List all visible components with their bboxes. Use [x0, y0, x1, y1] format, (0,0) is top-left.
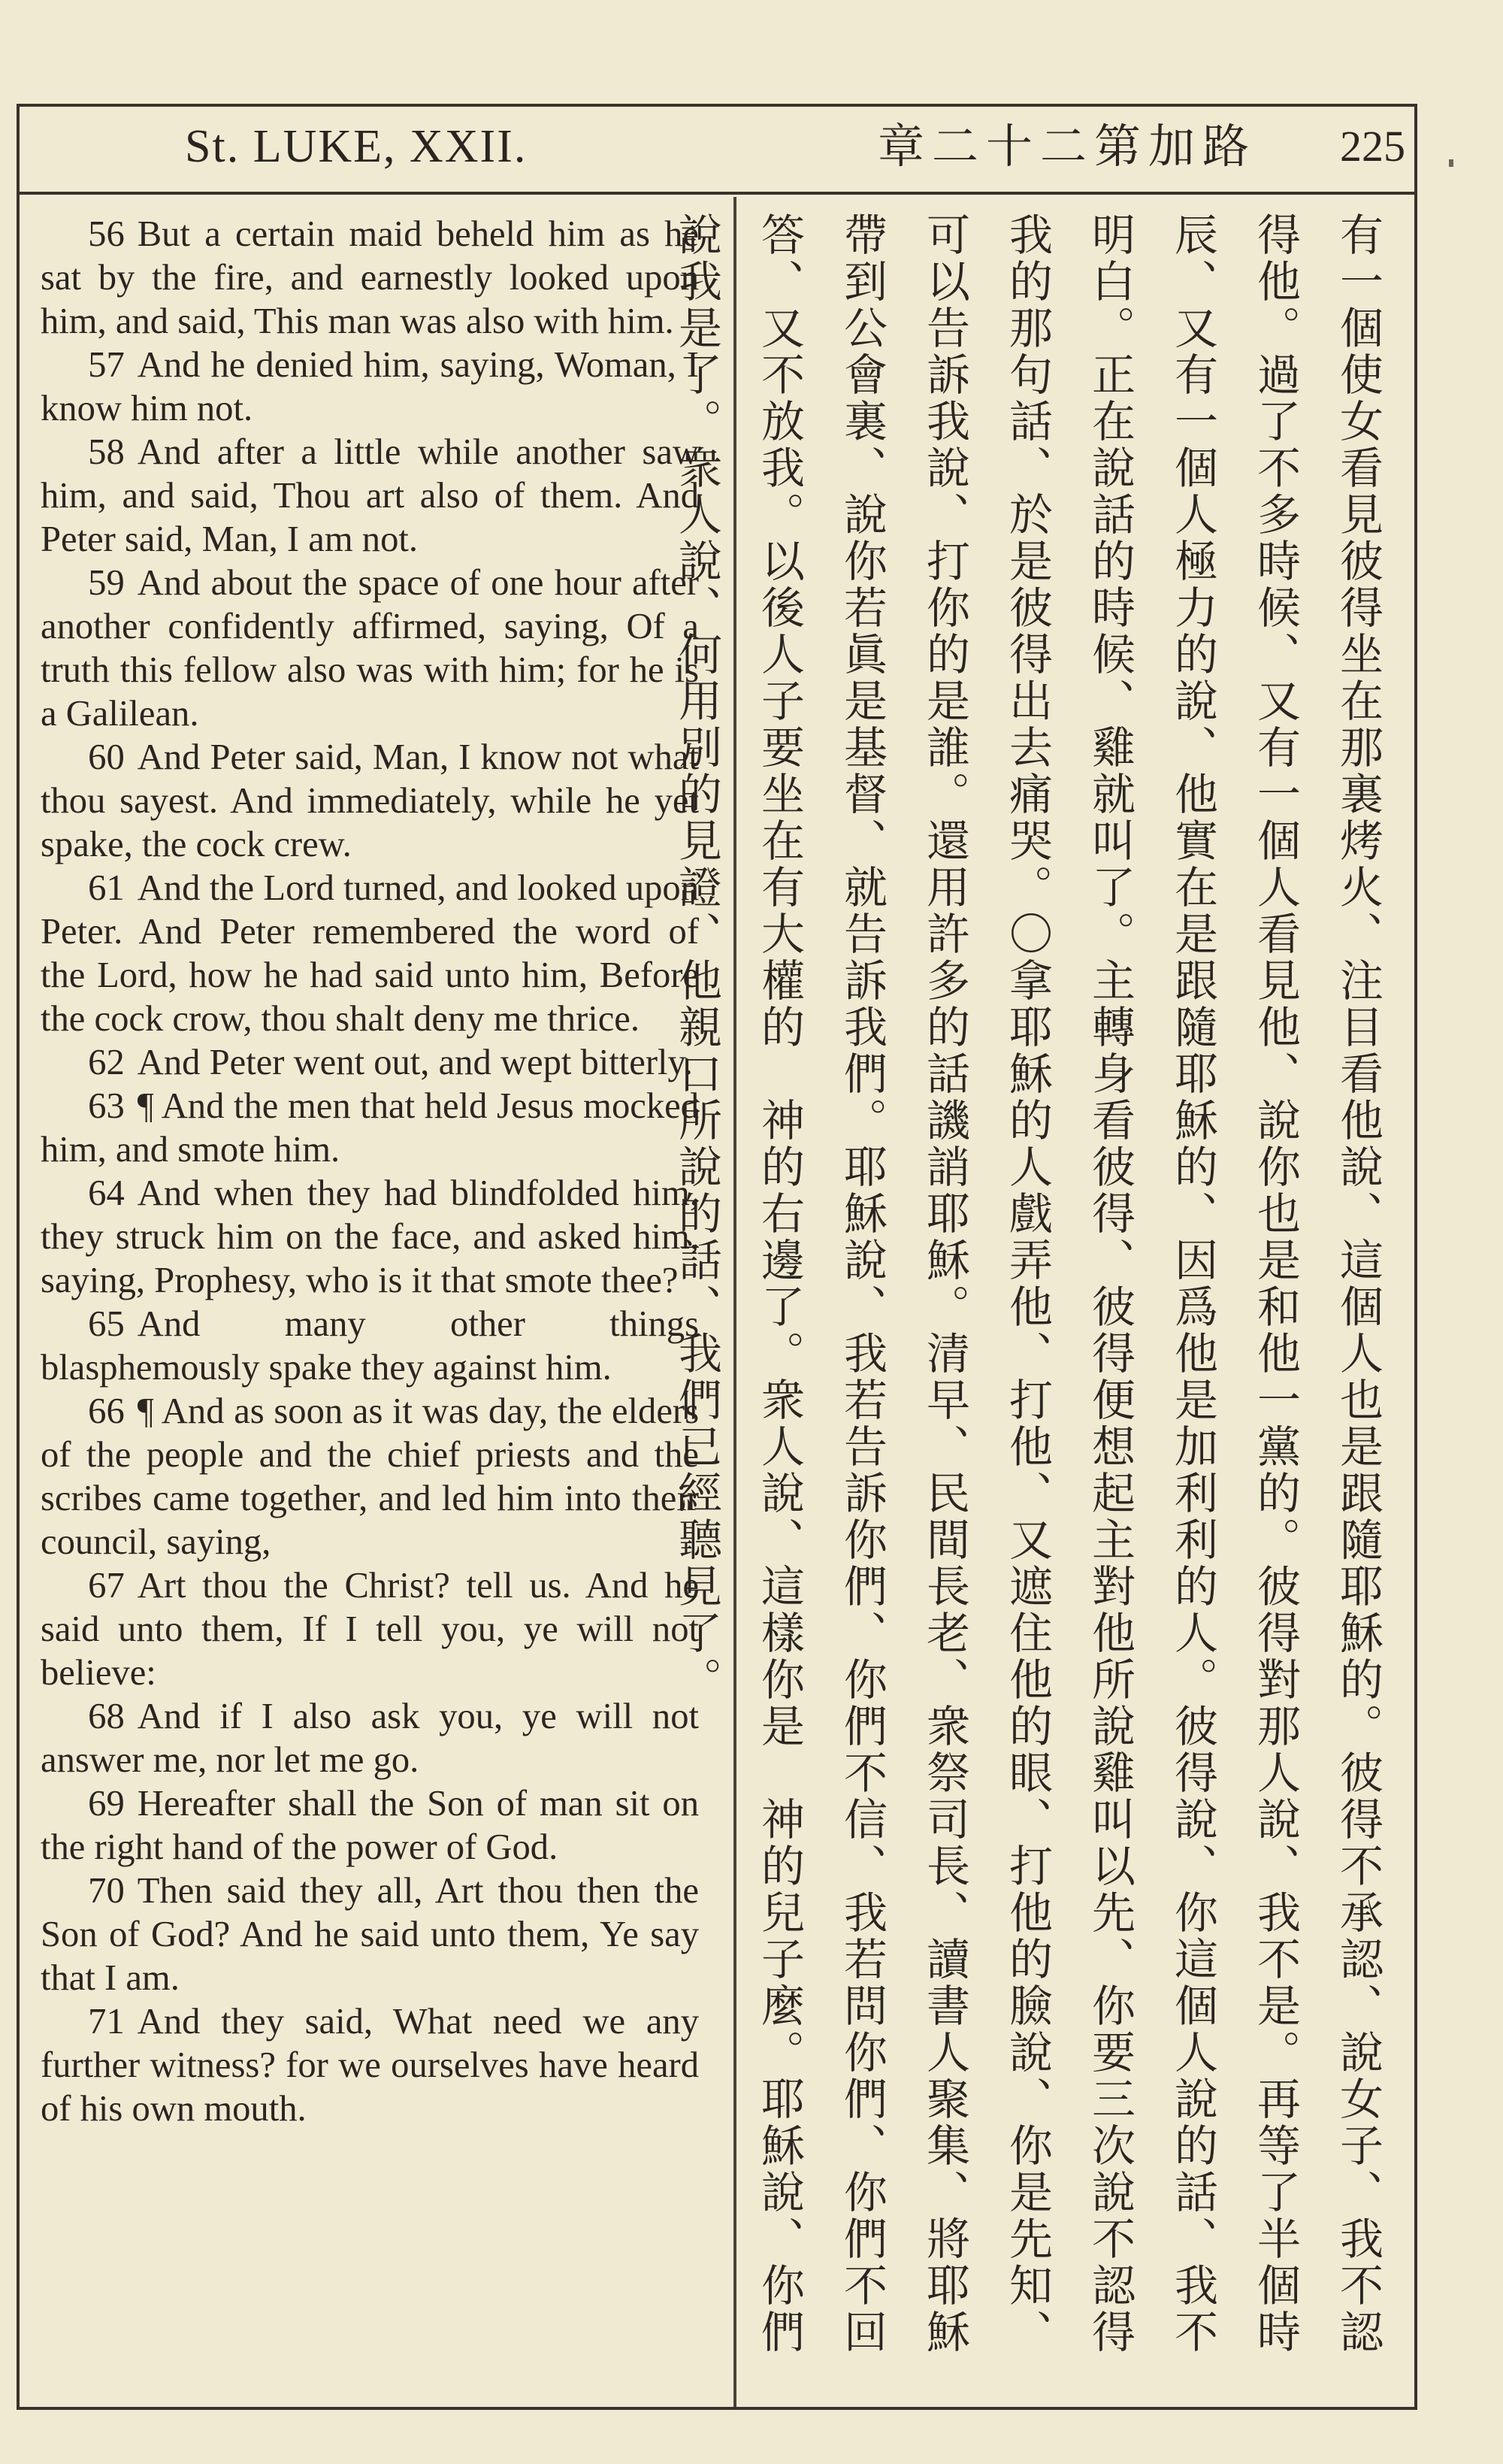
page-number: 225 — [1340, 122, 1405, 171]
verse-text: And about the space of one hour after another confidently affirmed, saying, Of a truth this fellow also was with him; for he is a Galilean. — [41, 562, 699, 734]
running-head-chinese — [836, 113, 1257, 180]
verse-text: And they said, What need we any further witness? for we ourselves have heard of his own mouth. — [41, 2001, 699, 2129]
verse-text: And after a little while another saw him, and said, Thou art also of them. And Peter said, Man, I am not. — [41, 431, 699, 559]
verse-text: Hereafter shall the Son of man sit on the right hand of the power of God. — [41, 1783, 699, 1867]
verse-67 — [41, 1563, 699, 1694]
header-rule — [17, 192, 1417, 195]
verse-56 — [41, 212, 699, 343]
verse-number: 57 — [88, 344, 125, 385]
verse-57 — [41, 343, 699, 430]
verse-64 — [41, 1171, 699, 1302]
verse-text: And if I also ask you, ye will not answer me, nor let me go. — [41, 1696, 699, 1780]
verse-62 — [41, 1040, 699, 1084]
verse-text: And many other things blasphemously spake they against him. — [41, 1303, 699, 1388]
verse-70 — [41, 1869, 699, 1999]
verse-number: 60 — [88, 737, 125, 777]
verse-text: And the Lord turned, and looked upon Peter. And Peter remembered the word of the Lord, how he had said unto him, Before the cock crow, thou shalt deny me thrice. — [41, 867, 699, 1039]
verse-66 — [41, 1389, 699, 1563]
verse-58 — [41, 430, 699, 561]
verse-text: ¶ And as soon as it was day, the elders of the people and the chief priests and the scribes came together, and led him into their council, saying, — [41, 1391, 699, 1562]
verse-number: 59 — [88, 562, 125, 603]
english-column — [41, 212, 699, 2377]
verse-number: 58 — [88, 431, 125, 472]
chinese-title: 路加第二十二章 — [877, 119, 1257, 174]
verse-number: 70 — [88, 1870, 125, 1911]
verse-text: And he denied him, saying, Woman, I know him not. — [41, 344, 699, 428]
verse-59 — [41, 561, 699, 735]
running-head-english: St. LUKE, XXII. — [185, 121, 528, 172]
verse-text: Art thou the Christ? tell us. And he said unto them, If I tell you, ye will not believe: — [41, 1565, 699, 1693]
verse-63 — [41, 1084, 699, 1171]
verse-60 — [41, 735, 699, 866]
verse-number: 62 — [88, 1042, 125, 1082]
verse-number: 71 — [88, 2001, 125, 2042]
verse-number: 69 — [88, 1783, 125, 1824]
verse-69 — [41, 1781, 699, 1869]
verse-71 — [41, 1999, 699, 2130]
verse-text: ¶ And the men that held Jesus mocked him, and smote him. — [41, 1085, 699, 1170]
verse-number: 64 — [88, 1173, 125, 1213]
verse-number: 61 — [88, 867, 125, 908]
verse-number: 65 — [88, 1303, 125, 1344]
verse-68 — [41, 1694, 699, 1781]
verse-number: 63 — [88, 1085, 125, 1126]
verse-text: And Peter said, Man, I know not what thou sayest. And immediately, while he yet spake, the cock crew. — [41, 737, 699, 864]
verse-text: And when they had blindfolded him, they struck him on the face, and asked him, saying, Prophesy, who is it that smote thee? — [41, 1173, 699, 1300]
verse-61 — [41, 866, 699, 1040]
verse-number: 67 — [88, 1565, 125, 1606]
verse-number: 66 — [88, 1391, 125, 1431]
verse-text: And Peter went out, and wept bitterly. — [137, 1042, 693, 1082]
verse-text: But a certain maid beheld him as he sat by the fire, and earnestly looked upon him, and said, This man was also with him. — [41, 213, 699, 341]
verse-65 — [41, 1302, 699, 1389]
ink-speck — [1449, 159, 1453, 167]
verse-text: Then said they all, Art thou then the Son of God? And he said unto them, Ye say that I am. — [41, 1870, 699, 1998]
verse-number: 56 — [88, 213, 125, 254]
verse-number: 68 — [88, 1696, 125, 1736]
chinese-column: 有一個使女看見彼得坐在那裏烤火、注目看他說、這個人也是跟隨耶穌的。彼得不承認、說女子、我不認得他。過了不多時候、又有一個人看見他、說你也是和他一黨的。彼得對那人說、我不是。再等了半個時辰、又有一個人極力的說、他實在是跟隨耶穌的、因爲他是加利利的人。彼得說、你這個人說的話、我不明白。正在說話的時候、雞就叫了。主轉身看彼得、彼得便想起主對他所說雞叫以先、你要三次說不認得我的那句話、於是彼得出去痛哭。〇拿耶穌的人戲弄他、打他、又遮住他的眼、打他的臉說、你是先知、可以告訴我說、打你的是誰。還用許多的話譏誚耶穌。清早、民間長老、衆祭司長、讀書人聚集、將耶穌帶到公會裏、說你若眞是基督、就告訴我們。耶穌說、我若告訴你們、你們不信、我若問你們、你們不回答、又不放我。以後人子要坐在有大權的 神的右邊了。衆人說、這樣你是 神的兒子麼。耶穌說、你們說我是了。衆人說、何用別的見證、他親口所說的話、我們已經聽見了。 — [671, 212, 1384, 2356]
